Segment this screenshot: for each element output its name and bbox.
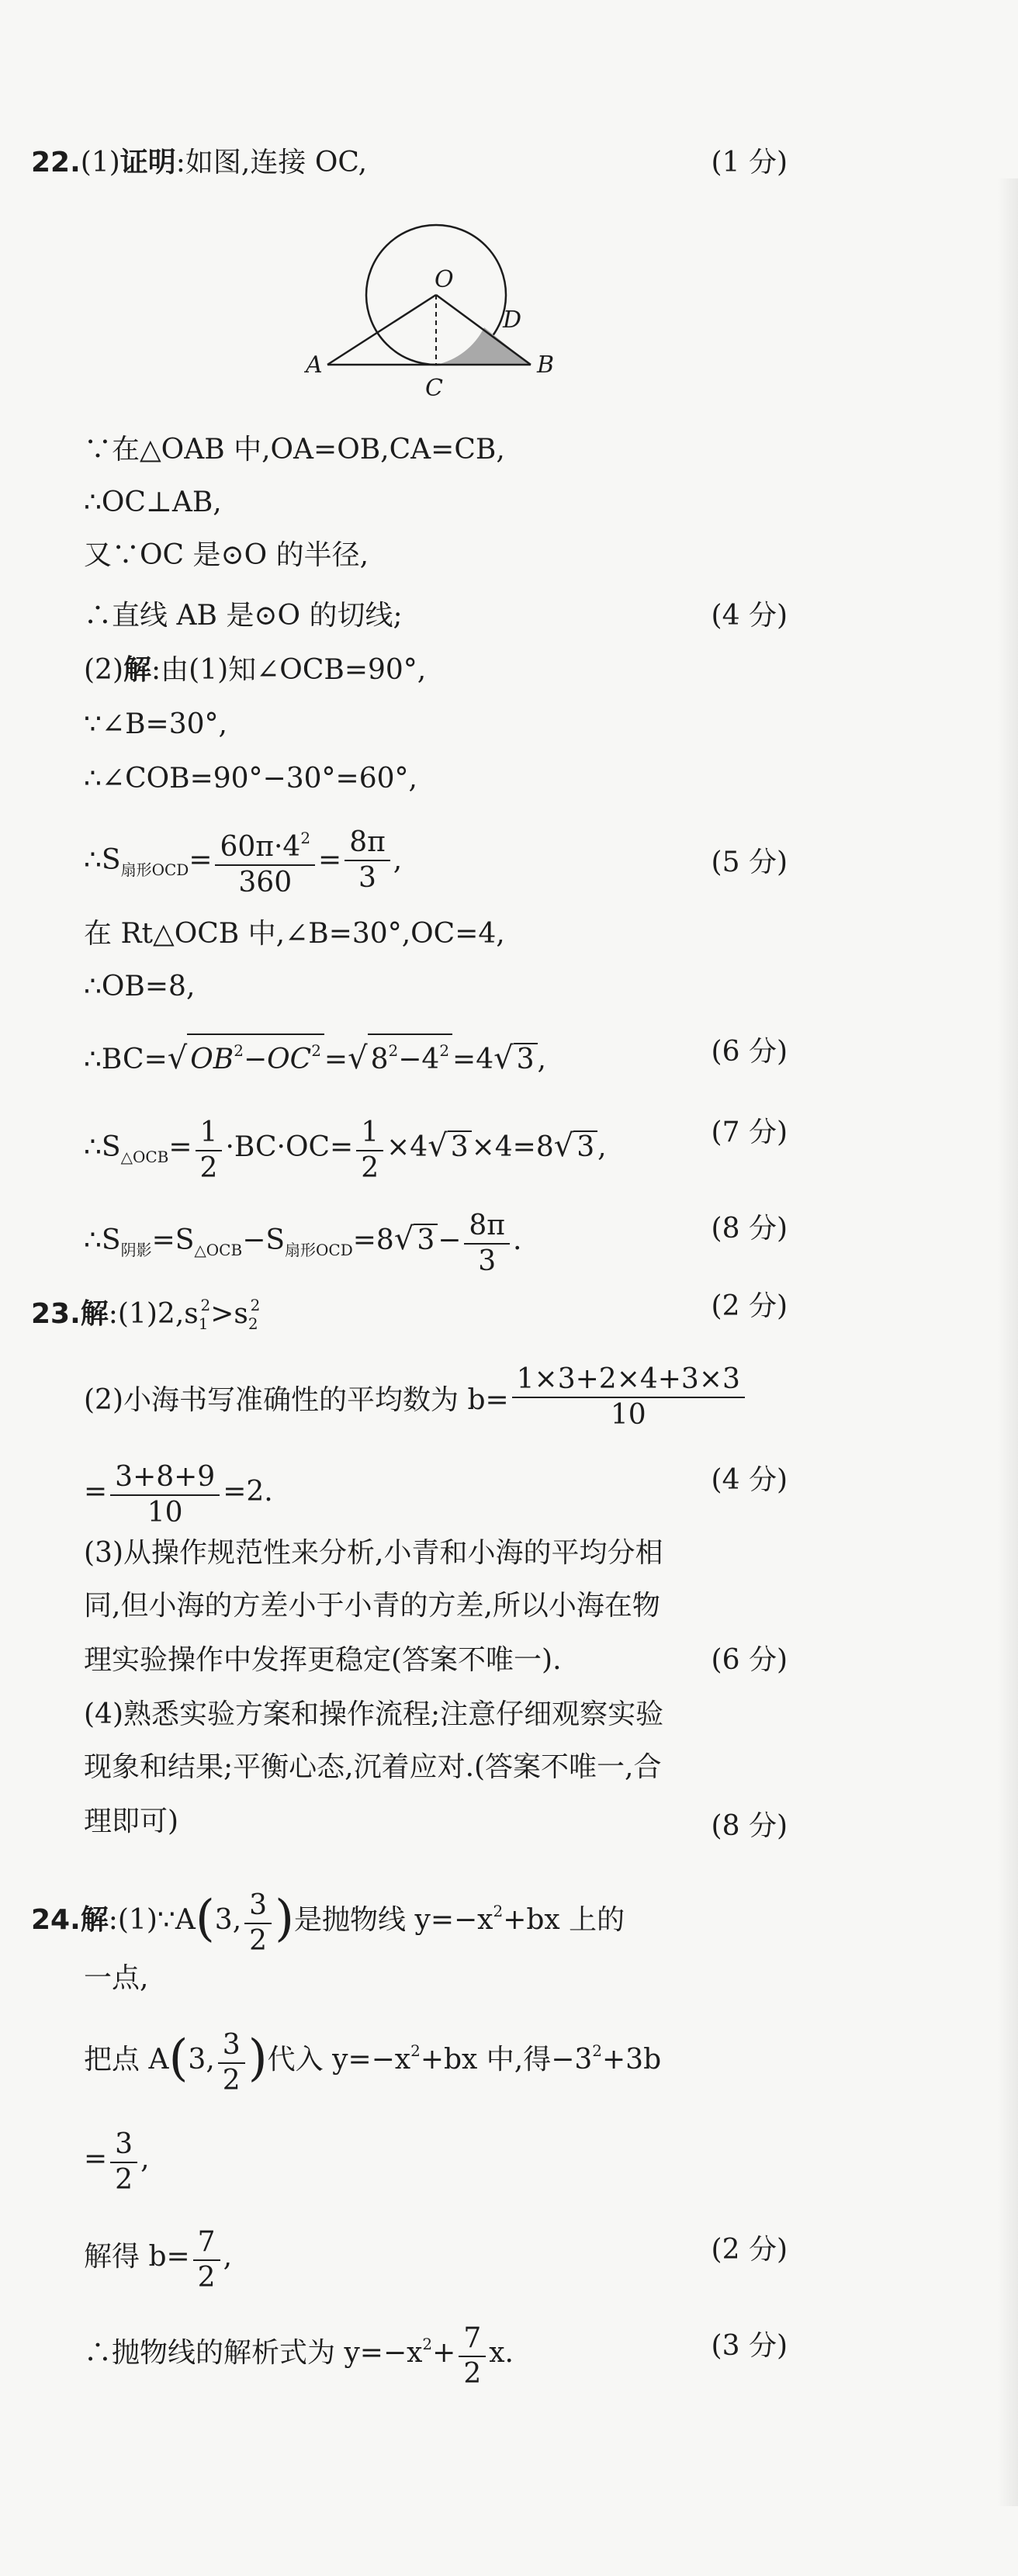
- q22-line-6: (2)解:由(1)知∠OCB=90°,: [84, 654, 427, 686]
- label-o: O: [435, 266, 454, 293]
- q22-score-6: (6 分): [711, 1036, 788, 1068]
- q22-line-3: ∴OC⊥AB,: [84, 486, 222, 518]
- q24-line-1: 24.解:(1)∵A(3, $\frac{3}{2}$ )是抛物线 $y=-x^2+bx$ 上的: [31, 1889, 625, 1957]
- q24-line-2: 一点,: [84, 1962, 149, 1994]
- q22-line-5: ∴直线 AB 是⊙O 的切线;: [84, 600, 403, 632]
- q24-score-2: (2 分): [711, 2234, 788, 2266]
- q22-line-8: ∴∠COB=90°−30°=60°,: [84, 763, 417, 795]
- q23-line-8: 现象和结果;平衡心态,沉着应对.(答案不唯一,合: [84, 1751, 662, 1783]
- q22-line-10: 在 Rt△OCB 中,∠B=30°,OC=4,: [84, 918, 505, 950]
- q24-line-4: = $\frac{3}{2}$ ,: [84, 2128, 150, 2196]
- q23-line-5: 同,但小海的方差小于小青的方差,所以小海在物: [84, 1590, 660, 1622]
- q22-line-7: ∵∠B=30°,: [84, 708, 227, 740]
- q22-score-5: (5 分): [711, 847, 788, 878]
- q22-score-8: (8 分): [711, 1213, 788, 1245]
- q22-line-13: $\therefore S_{\triangle OCB}=$ $\frac{1}{2}$ ·BC·OC= $\frac{1}{2}$ ×4√ 3 ×4=8√ 3 ,: [84, 1117, 607, 1184]
- q22-score-1: (1 分): [711, 147, 788, 178]
- q24-line-3: 把点 A(3, $\frac{3}{2}$ )代入 $y=-x^2+bx$ 中,得$-3^2+3b$: [84, 2029, 662, 2096]
- q22-line-4: 又∵OC 是⊙O 的半径,: [84, 539, 369, 571]
- q23-line-2: (2)小海书写准确性的平均数为 b= $\frac{1\times 3+2\times 4+3\times 3}{10}$: [84, 1367, 782, 1437]
- q23-score-2: (2 分): [711, 1290, 788, 1322]
- q23-line-4: (3)从操作规范性来分析,小青和小海的平均分相: [84, 1537, 663, 1569]
- q22-line-2: ∵在△OAB 中,OA=OB,CA=CB,: [84, 434, 505, 466]
- q23-line-9: 理即可): [84, 1806, 179, 1837]
- q24-line-6: ∴抛物线的解析式为 $y=-x^2+$ $\frac{7}{2}$ x.: [84, 2322, 514, 2390]
- q22-line-11: ∴OB=8,: [84, 971, 196, 1002]
- q24-number: 24.: [31, 1904, 81, 1936]
- label-b: B: [537, 351, 555, 379]
- q24-score-3: (3 分): [711, 2330, 788, 2362]
- segment-oa: [327, 295, 436, 365]
- q23-score-6: (6 分): [711, 1644, 788, 1676]
- q23-line-1: 23.解$:(1)2,s_1^2>s_2^2$: [31, 1296, 261, 1333]
- label-a: A: [306, 351, 323, 379]
- page-edge-shadow: [998, 178, 1018, 2506]
- q23-score-4: (4 分): [711, 1464, 788, 1496]
- label-d: D: [503, 306, 522, 334]
- q22-figure: [304, 223, 560, 402]
- q23-line-6: 理实验操作中发挥更稳定(答案不唯一).: [84, 1644, 562, 1676]
- sector-area-fraction: $\frac{60\pi\cdot 4^2}{360}$: [215, 821, 315, 900]
- q23-number: 23.: [31, 1298, 81, 1330]
- label-c: C: [425, 375, 443, 402]
- q22-line-9: $\therefore S_{扇形OCD}=$ $\frac{60\pi\cdot 4^2}{360}$ = $\frac{8\pi}{3}$ ,: [84, 822, 782, 902]
- q22-number: 22.: [31, 147, 81, 178]
- q22-solution-label: 解: [123, 654, 152, 686]
- q24-line-5: 解得 b= $\frac{7}{2}$ ,: [84, 2226, 233, 2294]
- q23-line-3: = $\frac{3+8+9}{10}$ =2.: [84, 1461, 273, 1529]
- q22-line-12: ∴BC=√ $OB^2-OC^2$ =√ $8^2-4^2 =4√$ 3 ,: [84, 1034, 782, 1079]
- q22-proof-label: 证明: [119, 147, 176, 178]
- q22-score-4: (4 分): [711, 600, 788, 632]
- q24-solution-label: 解: [80, 1904, 109, 1936]
- q22-score-7: (7 分): [711, 1117, 788, 1148]
- q22-line-14: $\therefore S_{阴影}=S_{\triangle OCB}-S_{扇形OCD}=8√$ 3 − $\frac{8\pi}{3}$ .: [84, 1210, 522, 1277]
- q22-line-1: 22.(1)证明:如图,连接 OC,: [31, 147, 368, 178]
- q23-score-8: (8 分): [711, 1810, 788, 1842]
- q23-solution-label: 解: [80, 1298, 109, 1330]
- q23-line-7: (4)熟悉实验方案和操作流程;注意仔细观察实验: [84, 1698, 664, 1730]
